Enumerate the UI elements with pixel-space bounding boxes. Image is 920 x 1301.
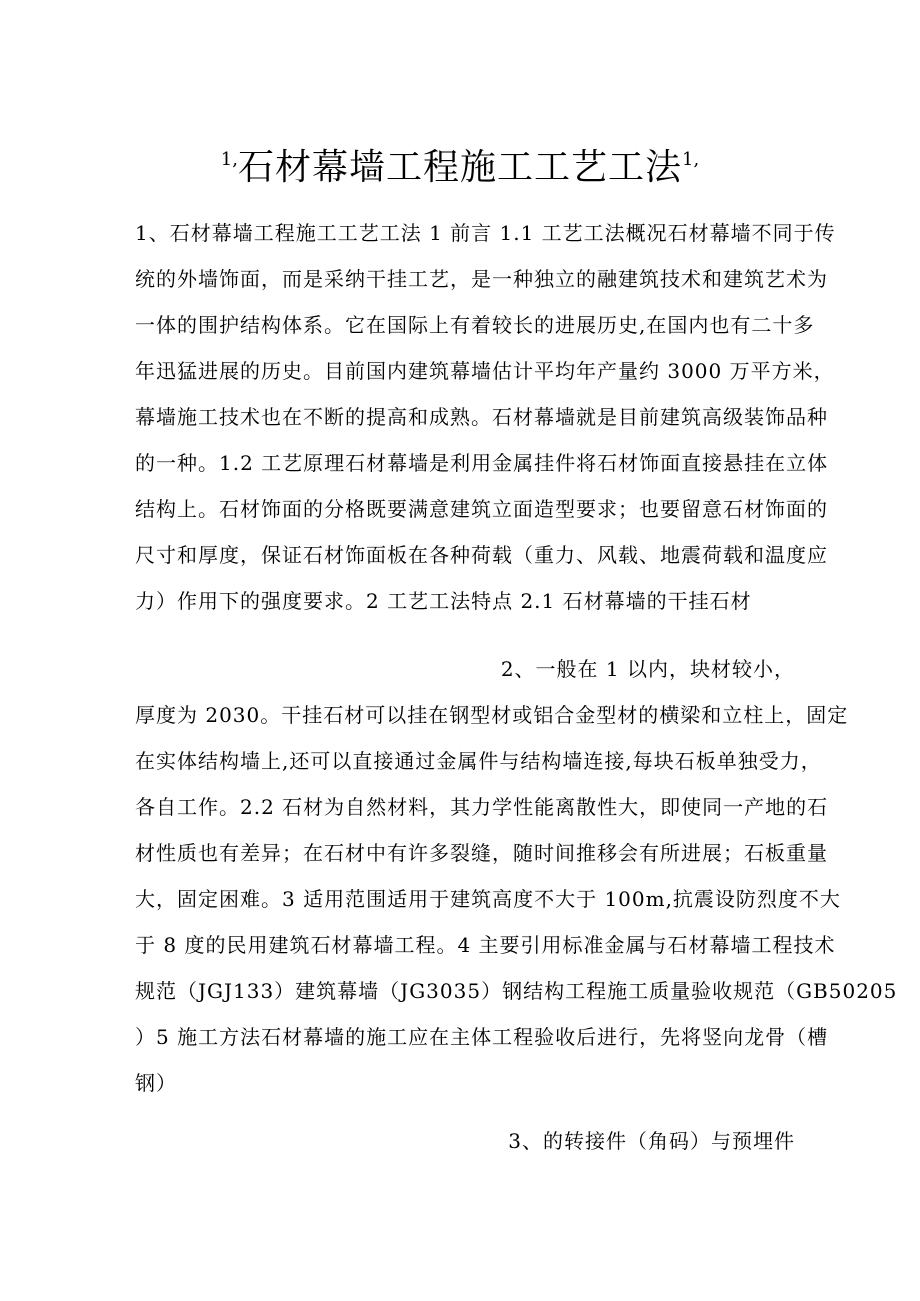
text-line: 厚度为 2030。干挂石材可以挂在钢型材或铝合金型材的横梁和立柱上，固定 bbox=[135, 703, 849, 727]
title-text: 石材幕墙工程施工工艺工法 bbox=[237, 147, 682, 188]
text-line: 尺寸和厚度，保证石材饰面板在各种荷载（重力、风载、地震荷载和温度应 bbox=[135, 543, 828, 567]
text-line: 结构上。石材饰面的分格既要满意建筑立面造型要求；也要留意石材饰面的 bbox=[135, 497, 828, 521]
text-line: 统的外墙饰面，而是采纳干挂工艺，是一种独立的融建筑技术和建筑艺术为 bbox=[135, 267, 828, 291]
text-line: ）5 施工方法石材幕墙的施工应在主体工程验收后进行，先将竖向龙骨（槽 bbox=[135, 1025, 829, 1049]
text-line: 一体的围护结构体系。它在国际上有着较长的进展历史,在国内也有二十多 bbox=[135, 313, 815, 337]
text-line: 钢） bbox=[135, 1071, 177, 1095]
text-line: 幕墙施工技术也在不断的提高和成熟。石材幕墙就是目前建筑高级装饰品种 bbox=[135, 405, 828, 429]
section-3-paragraph bbox=[135, 1118, 795, 1164]
title-lead-mark: 1, bbox=[220, 149, 238, 170]
text-line: 力）作用下的强度要求。2 工艺工法特点 2.1 石材幕墙的干挂石材 bbox=[135, 589, 752, 613]
section-2-heading: 2、一般在 1 以内，块材较小， bbox=[500, 657, 795, 681]
text-line: 1、石材幕墙工程施工工艺工法 1 前言 1.1 工艺工法概况石材幕墙不同于传 bbox=[135, 221, 836, 245]
text-line: 规范（JGJ133）建筑幕墙（JG3035）钢结构工程施工质量验收规范（GB50205 bbox=[135, 979, 898, 1003]
section-3-heading: 3、的转接件（角码）与预埋件 bbox=[508, 1129, 795, 1153]
section-2-paragraph bbox=[135, 646, 898, 1106]
text-line: 在实体结构墙上,还可以直接通过金属件与结构墙连接,每块石板单独受力， bbox=[135, 749, 822, 773]
text-line: 于 8 度的民用建筑石材幕墙工程。4 主要引用标准金属与石材幕墙工程技术 bbox=[135, 933, 836, 957]
text-line: 大，固定困难。3 适用范围适用于建筑高度不大于 100m,抗震设防烈度不大 bbox=[135, 887, 841, 911]
text-line: 年迅猛进展的历史。目前国内建筑幕墙估计平均年产量约 3000 万平方米， bbox=[135, 359, 835, 383]
text-line: 的一种。1.2 工艺原理石材幕墙是利用金属挂件将石材饰面直接悬挂在立体 bbox=[135, 451, 829, 475]
text-line: 材性质也有差异；在石材中有许多裂缝，随时间推移会有所进展；石板重量 bbox=[135, 841, 828, 865]
page-title bbox=[0, 136, 920, 192]
title-trail-mark: 1, bbox=[682, 149, 700, 170]
text-line: 各自工作。2.2 石材为自然材料，其力学性能离散性大，即使同一产地的石 bbox=[135, 795, 829, 819]
section-1-paragraph bbox=[135, 210, 836, 624]
